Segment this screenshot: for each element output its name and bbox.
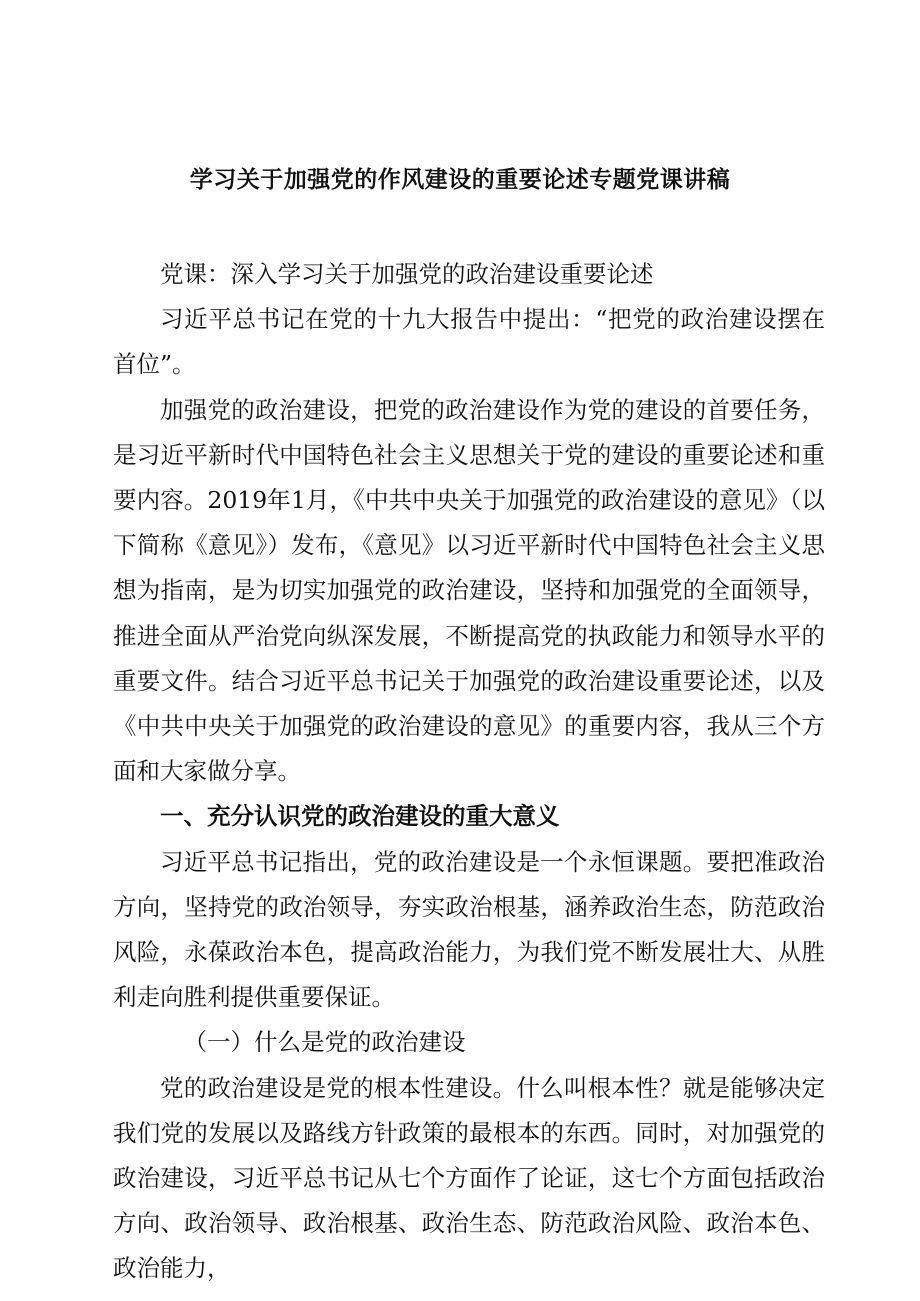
document-body [113, 252, 825, 1292]
lecture-subtitle: 党课：深入学习关于加强党的政治建设重要论述 [160, 260, 654, 288]
document-title: 学习关于加强党的作风建设的重要论述专题党课讲稿 [189, 166, 731, 193]
paragraph-intro: 加强党的政治建设，把党的政治建设作为党的建设的首要任务，是习近平新时代中国特色社会主义思想关于党的建设的重要论述和重要内容。2019年1月，《中共中央关于加强党的政治建设的意见》（以下简称《意见》）发布，《意见》以习近平新时代中国特色社会主义思想为指南，是为切实加强党的政治建设，坚持和加强党的全面领导，推进全面从严治党向纵深发展，不断提高党的执政能力和领导水平的重要文件。结合习近平总书记关于加强党的政治建设重要论述，以及《中共中央关于加强党的政治建设的意见》的重要内容，我从三个方面和大家做分享。 [113, 395, 825, 786]
paragraph-significance: 习近平总书记指出，党的政治建设是一个永恒课题。要把准政治方向，坚持党的政治领导，夯实政治根基，涵养政治生态，防范政治风险，永葆政治本色，提高政治能力，为我们党不断发展壮大、从胜利走向胜利提供重要保证。 [113, 847, 825, 1012]
subsection-heading-1: （一）什么是党的政治建设 [183, 1028, 466, 1057]
section-heading-1: 一、充分认识党的政治建设的重大意义 [160, 802, 560, 831]
paragraph-quote: 习近平总书记在党的十九大报告中提出：“把党的政治建设摆在首位”。 [113, 305, 825, 379]
paragraph-definition: 党的政治建设是党的根本性建设。什么叫根本性？就是能够决定我们党的发展以及路线方针政策的最根本的东西。同时，对加强党的政治建设，习近平总书记从七个方面作了论证，这七个方面包括政治方向、政治领导、政治根基、政治生态、防范政治风险、政治本色、政治能力， [113, 1073, 825, 1283]
